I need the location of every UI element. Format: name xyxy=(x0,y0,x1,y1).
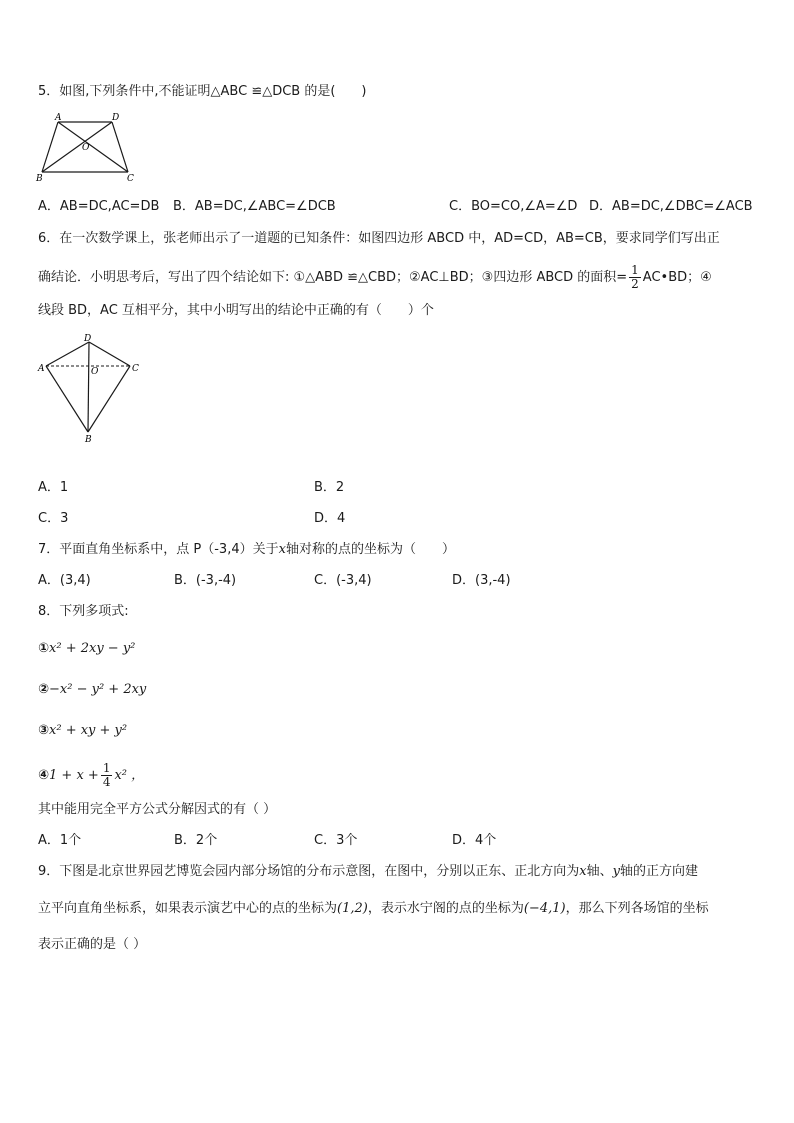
q6-fig-label-d: D xyxy=(84,334,92,344)
q6-line-1: 6．在一次数学课上，张老师出示了一道题的已知条件：如图四边形 ABCD 中，AD=CD，AB=CB，要求同学们写出正 xyxy=(38,231,720,246)
q9-coord-shuining-pavilion: (−4,1) xyxy=(523,901,566,916)
q9-line-2 xyxy=(38,900,709,918)
q5-fig-label-a: A xyxy=(55,113,62,123)
q5-option-b[interactable]: B．AB=DC,∠ABC=∠DCB xyxy=(173,199,336,214)
q8-item-2-mark: ② xyxy=(38,682,50,697)
q6-figure xyxy=(34,332,144,446)
q5-option-d[interactable]: D．AB=DC,∠DBC=∠ACB xyxy=(589,199,753,214)
q7-option-a[interactable]: A．(3,4) xyxy=(38,573,91,588)
q8-item-4-expr-tail: x² ， xyxy=(114,768,145,783)
q5-option-c[interactable]: C．BO=CO,∠A=∠D xyxy=(449,199,578,214)
q8-item-3 xyxy=(38,722,127,740)
q6-frac-num: 1 xyxy=(631,263,639,277)
q6-line-3: 线段 BD，AC 互相平分，其中小明写出的结论中正确的有（ ）个 xyxy=(38,303,434,318)
q6-area-fraction xyxy=(629,264,641,291)
q7-option-b[interactable]: B．(-3,-4) xyxy=(174,573,237,588)
q5-option-a[interactable]: A．AB=DC,AC=DB xyxy=(38,199,160,214)
q8-frac-den: 4 xyxy=(102,775,111,789)
q8-option-d[interactable]: D．4个 xyxy=(452,833,497,848)
q9-line-1-tail: 轴的正方向建 xyxy=(620,864,699,879)
q6-fig-label-c: C xyxy=(132,364,139,374)
q6-line-2-tail: AC•BD；④ xyxy=(642,270,712,285)
q7-option-c[interactable]: C．(-3,4) xyxy=(314,573,372,588)
q6-option-d[interactable]: D．4 xyxy=(314,511,346,526)
q6-line-2 xyxy=(38,264,712,291)
q6-fig-label-a: A xyxy=(38,364,45,374)
q6-fig-label-b: B xyxy=(85,435,92,445)
q9-coord-performance-center: (1,2) xyxy=(337,901,368,916)
q9-line-1-text: 9．下图是北京世界园艺博览会园内部分场馆的分布示意图，在图中，分别以正东、正北方向为 xyxy=(38,864,580,879)
q6-line-2-text: 确结论．小明思考后，写出了四个结论如下: ①△ABD ≌△CBD；②AC⊥BD；③四边形 ABCD 的面积= xyxy=(38,270,628,285)
q9-line-2-tail: ，那么下列各场馆的坐标 xyxy=(565,901,709,916)
q5-fig-label-o: O xyxy=(82,143,90,153)
q8-stem: 8．下列多项式: xyxy=(38,604,129,619)
q5-stem: 5．如图,下列条件中,不能证明△ABC ≌△DCB 的是( ) xyxy=(38,84,367,99)
q8-item-4-expr: 1 + x + xyxy=(49,768,99,783)
q8-item-3-mark: ③ xyxy=(38,723,50,738)
q9-line-2-text: 立平向直角坐标系，如果表示演艺中心的点的坐标为 xyxy=(38,901,338,916)
q5-fig-label-c: C xyxy=(127,174,134,184)
q9-line-2-mid: ，表示水宁阁的点的坐标为 xyxy=(367,901,524,916)
q6-option-b[interactable]: B．2 xyxy=(314,480,345,495)
q8-item-3-expr: x² + xy + y² xyxy=(49,723,128,738)
q5-fig-label-b: B xyxy=(36,174,43,184)
q7-x-variable: x xyxy=(278,542,286,557)
q8-item-1-expr: x² + 2xy − y² xyxy=(49,641,136,656)
q6-option-c[interactable]: C．3 xyxy=(38,511,69,526)
q8-question: 其中能用完全平方公式分解因式的有（ ） xyxy=(38,802,277,817)
q8-item-4-mark: ④ xyxy=(38,768,50,783)
q9-x-variable: x xyxy=(579,864,587,879)
q7-stem xyxy=(38,541,455,559)
q7-stem-tail: 轴对称的点的坐标为（ ） xyxy=(285,542,455,557)
q5-figure xyxy=(34,112,138,184)
q8-option-b[interactable]: B．2个 xyxy=(174,833,218,848)
q8-item-4-fraction xyxy=(101,762,113,789)
q9-y-variable: y xyxy=(612,864,620,879)
q7-option-d[interactable]: D．(3,-4) xyxy=(452,573,511,588)
q9-line-3: 表示正确的是（ ） xyxy=(38,937,147,952)
q8-item-1-mark: ① xyxy=(38,641,50,656)
q7-stem-text: 7．平面直角坐标系中，点 P（-3,4）关于 xyxy=(38,542,279,557)
q6-option-a[interactable]: A．1 xyxy=(38,480,69,495)
q8-item-1 xyxy=(38,640,135,658)
q6-fig-label-o: O xyxy=(91,367,99,377)
q9-line-1 xyxy=(38,863,698,881)
q8-item-2-expr: −x² − y² + 2xy xyxy=(49,682,147,697)
q8-frac-num: 1 xyxy=(102,761,111,775)
q5-fig-label-d: D xyxy=(112,113,120,123)
q9-line-1-mid: 轴、 xyxy=(586,864,613,879)
q6-frac-den: 2 xyxy=(631,277,639,291)
q8-option-a[interactable]: A．1个 xyxy=(38,833,82,848)
q8-item-2 xyxy=(38,681,146,699)
q8-item-4 xyxy=(38,762,144,789)
q8-option-c[interactable]: C．3个 xyxy=(314,833,358,848)
